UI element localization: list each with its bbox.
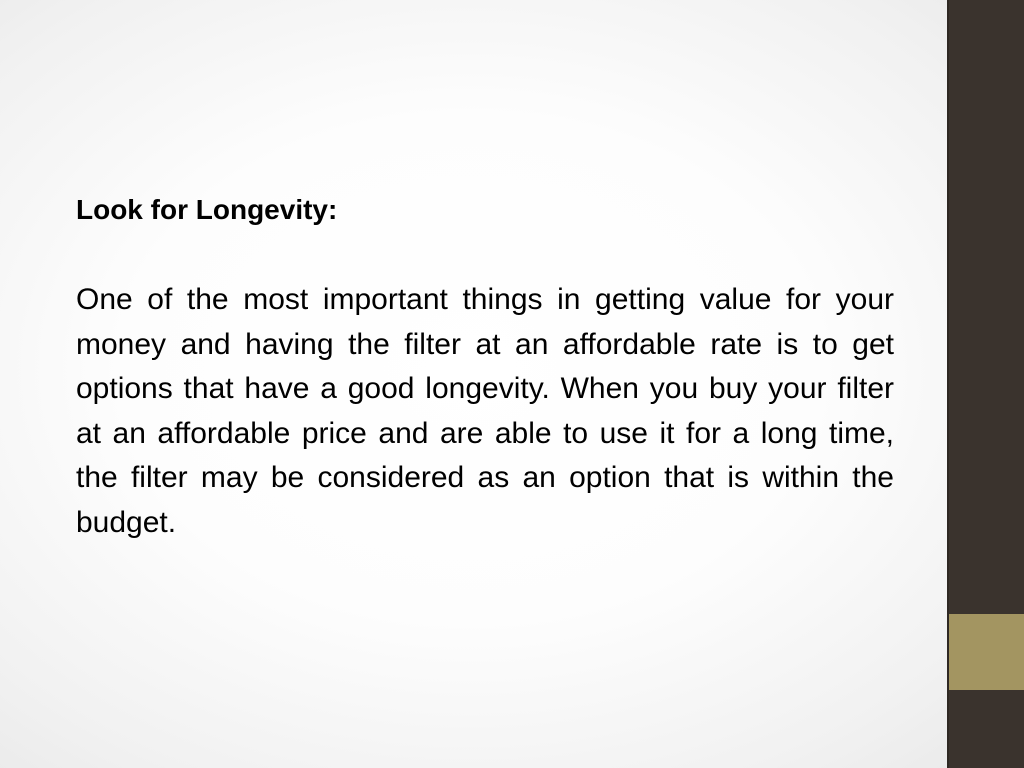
slide-body-text: One of the most important things in getting value for your money and having the filter at an affordable rate is to get options that have a good longevity. When you buy your filter at an affordable price and are able to use it for a long time, the filter may be considered as an option that is within the budget. xyxy=(76,283,894,539)
accent-block xyxy=(949,614,1024,690)
slide-content xyxy=(76,190,894,545)
slide-heading: Look for Longevity: xyxy=(76,194,338,225)
